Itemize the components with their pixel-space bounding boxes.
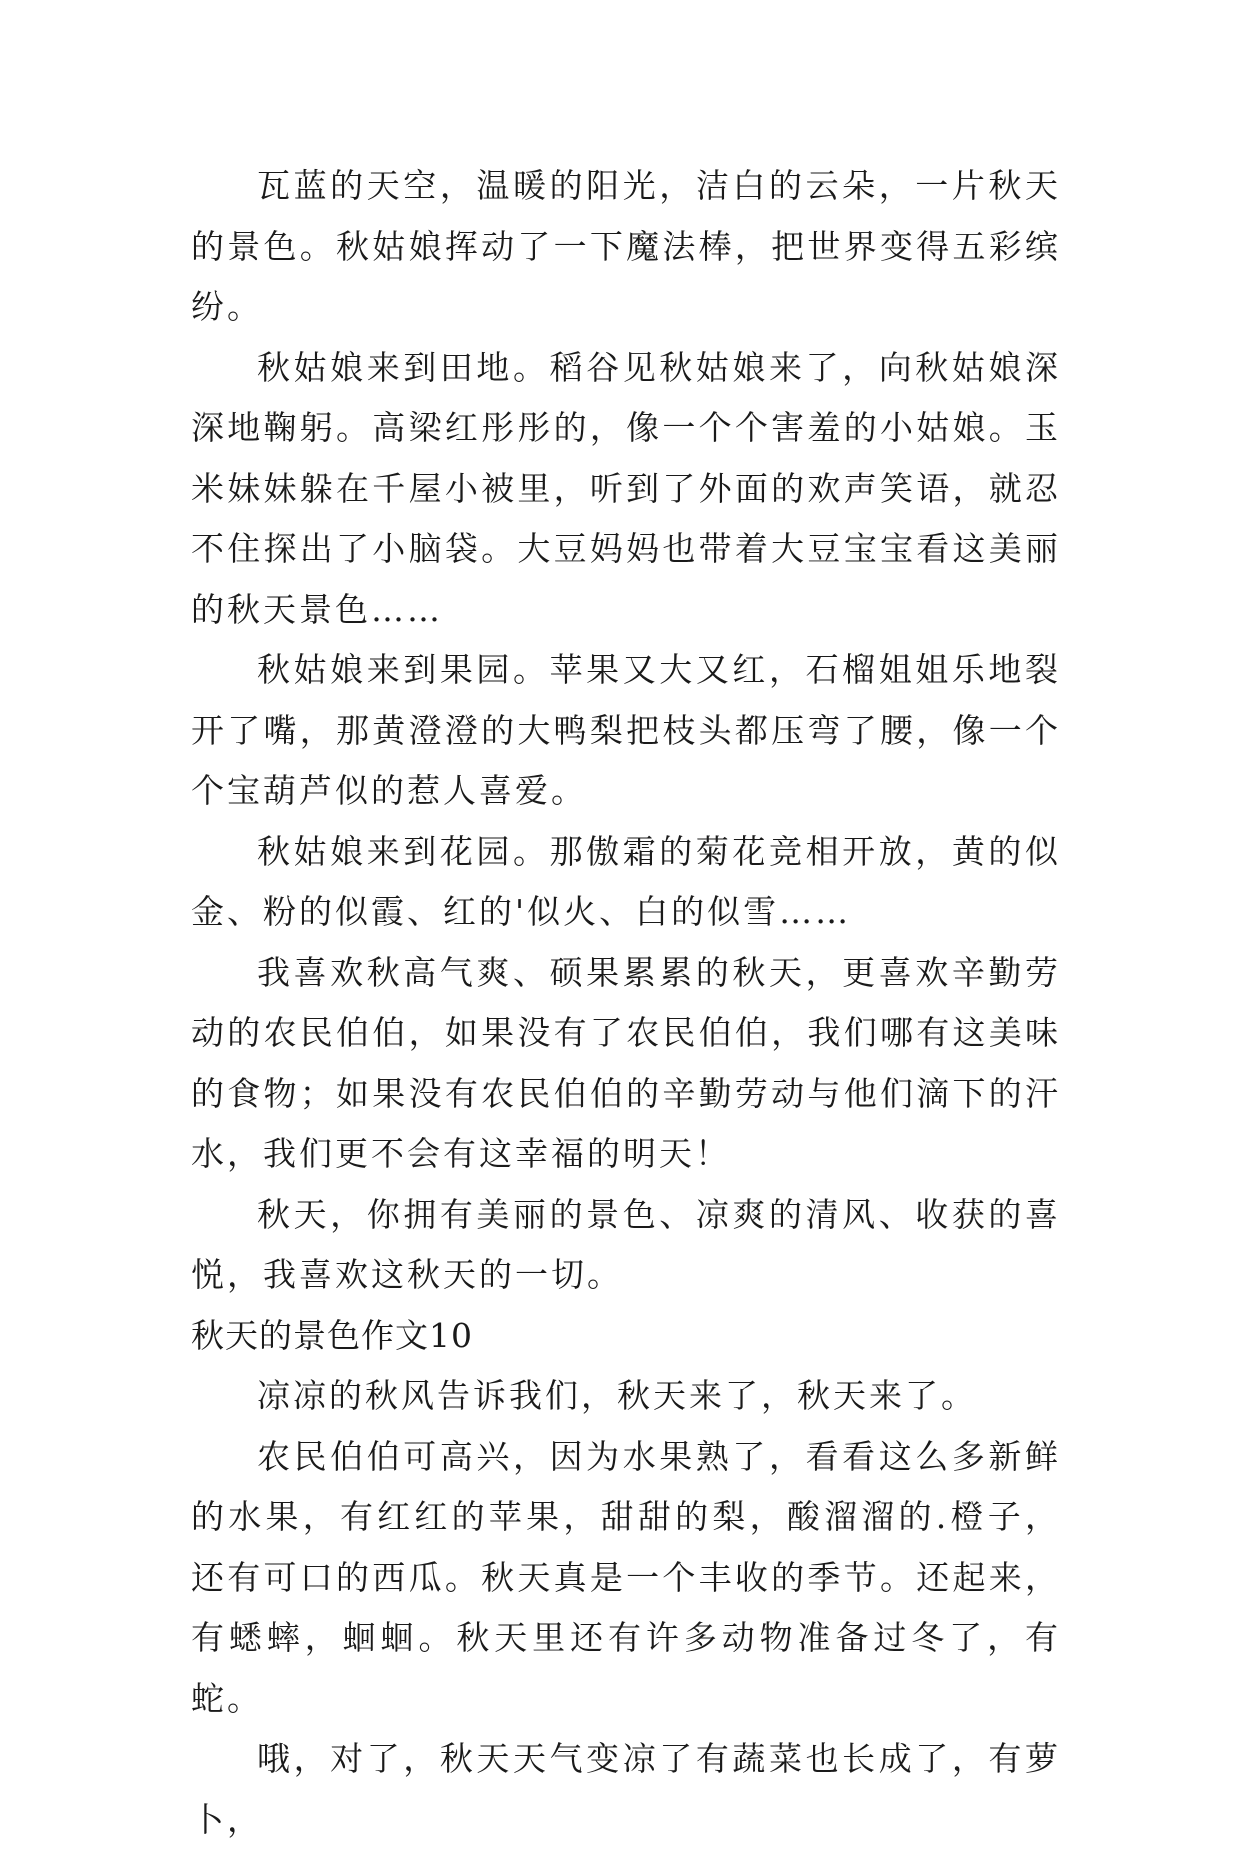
- paragraph: 哦，对了，秋天天气变凉了有蔬菜也长成了，有萝卜，: [191, 1739, 1061, 1839]
- section-heading: 秋天的景色作文10: [191, 1315, 473, 1355]
- paragraph: 秋天，你拥有美丽的景色、凉爽的清风、收获的喜悦，我喜欢这秋天的一切。: [191, 1194, 1061, 1294]
- paragraph: 农民伯伯可高兴，因为水果熟了，看看这么多新鲜的水果，有红红的苹果，甜甜的梨，酸溜溜的.橙子，还有可口的西瓜。秋天真是一个丰收的季节。还起来，有蟋蟀，蛔蛔。秋天里还有许多动物准备过冬了，有蛇。: [191, 1436, 1061, 1718]
- paragraph: 瓦蓝的天空，温暖的阳光，洁白的云朵，一片秋天的景色。秋姑娘挥动了一下魔法棒，把世界变得五彩缤纷。: [191, 166, 1061, 326]
- paragraph: 我喜欢秋高气爽、硕果累累的秋天，更喜欢辛勤劳动的农民伯伯，如果没有了农民伯伯，我们哪有这美味的食物；如果没有农民伯伯的辛勤劳动与他们滴下的汗水，我们更不会有这幸福的明天！: [191, 952, 1061, 1173]
- paragraph: 凉凉的秋风告诉我们，秋天来了，秋天来了。: [257, 1376, 977, 1415]
- paragraph: 秋姑娘来到花园。那傲霜的菊花竞相开放，黄的似金、粉的似霞、红的'似火、白的似雪……: [191, 831, 1061, 931]
- document-body: [191, 156, 1061, 1850]
- paragraph: 秋姑娘来到田地。稻谷见秋姑娘来了，向秋姑娘深深地鞠躬。高梁红彤彤的，像一个个害羞的小姑娘。玉米妹妹躲在千屋小被里，听到了外面的欢声笑语，就忍不住探出了小脑袋。大豆妈妈也带着大豆宝宝看这美丽的秋天景色……: [191, 347, 1061, 629]
- paragraph: 秋姑娘来到果园。苹果又大又红，石榴姐姐乐地裂开了嘴，那黄澄澄的大鸭梨把枝头都压弯了腰，像一个个宝葫芦似的惹人喜爱。: [191, 650, 1061, 810]
